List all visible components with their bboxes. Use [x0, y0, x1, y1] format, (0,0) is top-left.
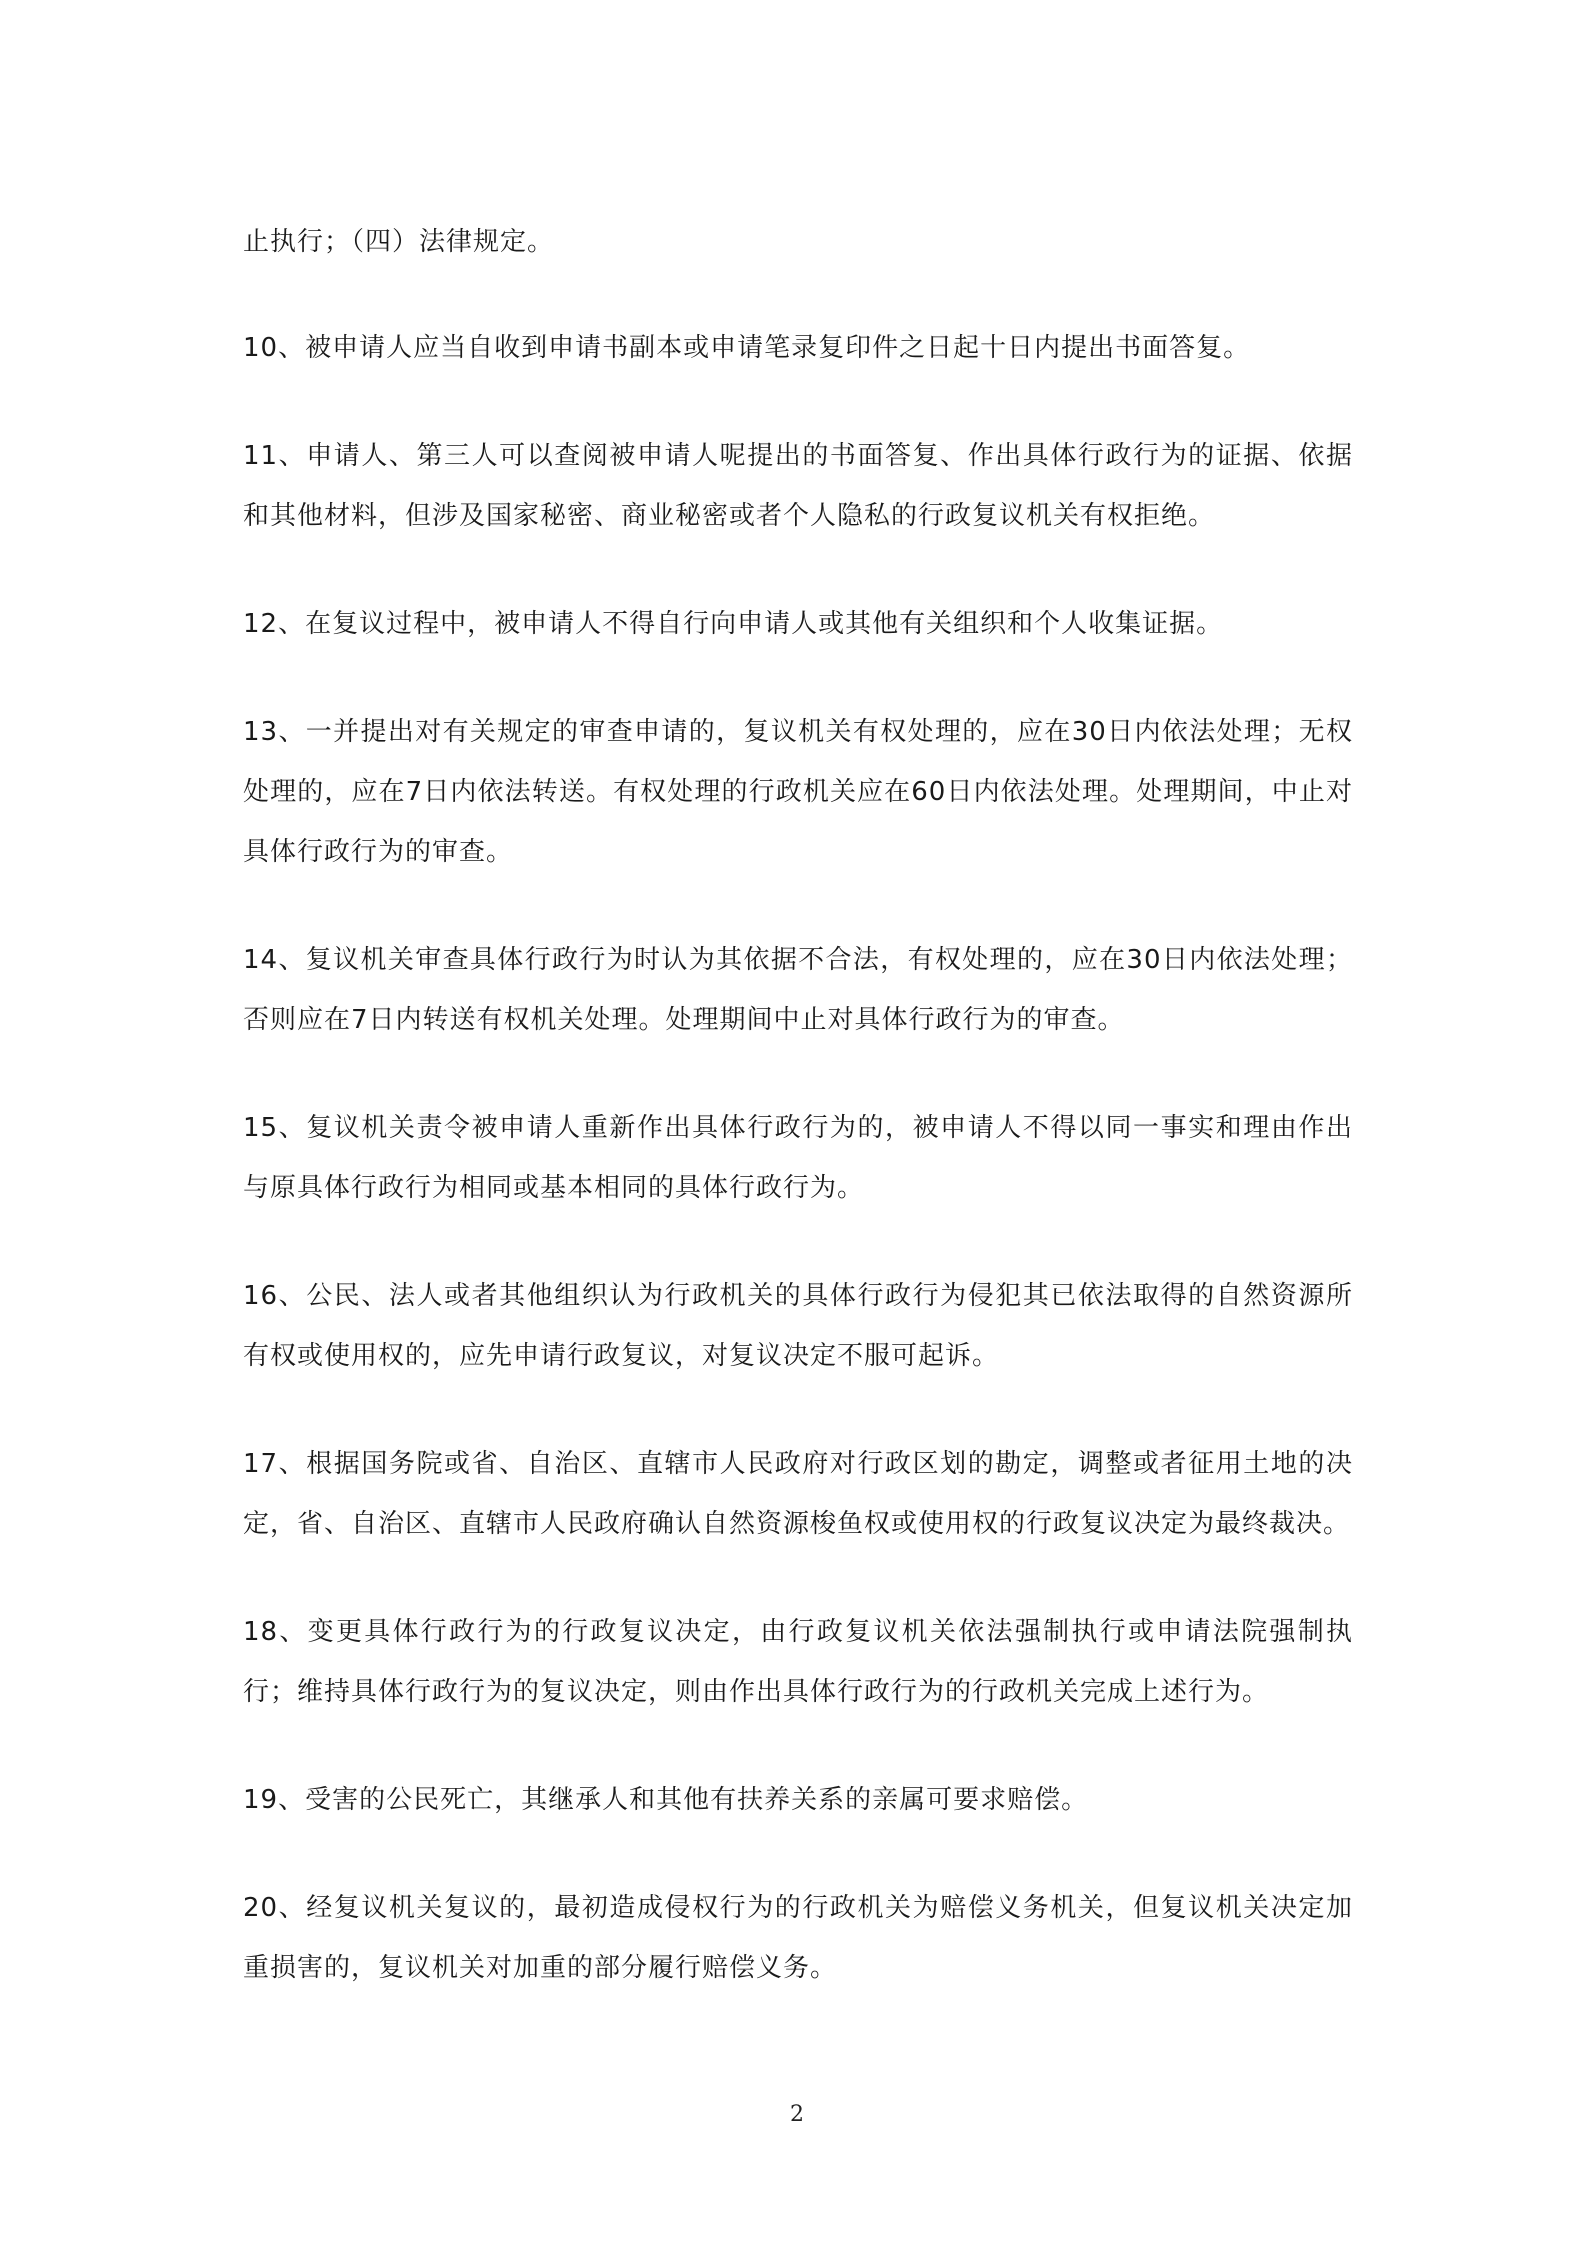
paragraph-item-16: 16、公民、法人或者其他组织认为行政机关的具体行政行为侵犯其已依法取得的自然资源所有权或使用权的，应先申请行政复议，对复议决定不服可起诉。: [243, 1281, 1353, 1371]
paragraph-item-18: 18、变更具体行政行为的行政复议决定，由行政复议机关依法强制执行或申请法院强制执行；维持具体行政行为的复议决定，则由作出具体行政行为的行政机关完成上述行为。: [243, 1617, 1353, 1707]
page-number: 2: [790, 2102, 804, 2127]
paragraph-continuation: 止执行；（四）法律规定。: [243, 227, 555, 257]
paragraph-item-11: 11、申请人、第三人可以查阅被申请人呢提出的书面答复、作出具体行政行为的证据、依据和其他材料，但涉及国家秘密、商业秘密或者个人隐私的行政复议机关有权拒绝。: [243, 441, 1353, 531]
paragraph-item-20: 20、经复议机关复议的，最初造成侵权行为的行政机关为赔偿义务机关，但复议机关决定加重损害的，复议机关对加重的部分履行赔偿义务。: [243, 1893, 1353, 1983]
paragraph-item-10: 10、被申请人应当自收到申请书副本或申请笔录复印件之日起十日内提出书面答复。: [243, 333, 1251, 363]
paragraph-item-17: 17、根据国务院或省、自治区、直辖市人民政府对行政区划的勘定，调整或者征用土地的决定，省、自治区、直辖市人民政府确认自然资源梭鱼权或使用权的行政复议决定为最终裁决。: [243, 1449, 1353, 1539]
paragraph-item-14: 14、复议机关审查具体行政行为时认为其依据不合法，有权处理的，应在30日内依法处理；否则应在7日内转送有权机关处理。处理期间中止对具体行政行为的审查。: [243, 945, 1353, 1035]
paragraph-item-19: 19、受害的公民死亡，其继承人和其他有扶养关系的亲属可要求赔偿。: [243, 1785, 1089, 1815]
document-body: [243, 212, 1353, 2046]
paragraph-item-12: 12、在复议过程中，被申请人不得自行向申请人或其他有关组织和个人收集证据。: [243, 609, 1224, 639]
paragraph-item-13: 13、一并提出对有关规定的审查申请的，复议机关有权处理的，应在30日内依法处理；无权处理的，应在7日内依法转送。有权处理的行政机关应在60日内依法处理。处理期间，中止对具体行政行为的审查。: [243, 717, 1353, 867]
paragraph-item-15: 15、复议机关责令被申请人重新作出具体行政行为的，被申请人不得以同一事实和理由作出与原具体行政行为相同或基本相同的具体行政行为。: [243, 1113, 1353, 1203]
